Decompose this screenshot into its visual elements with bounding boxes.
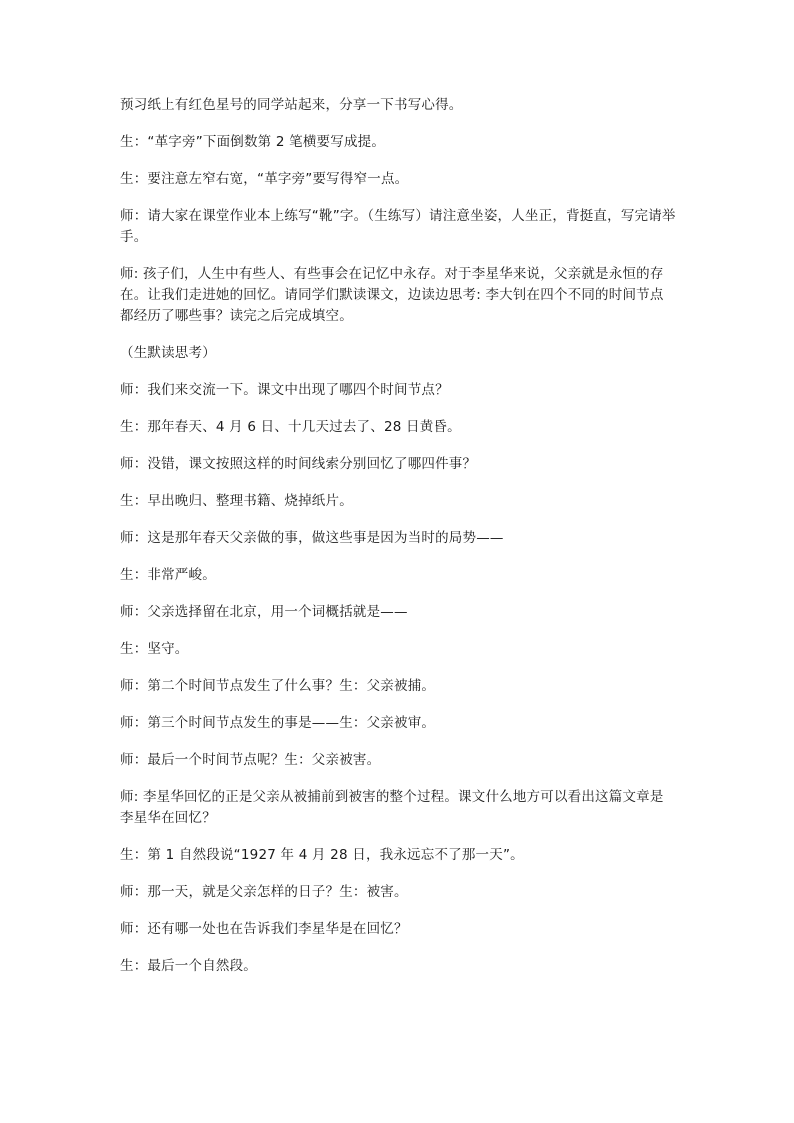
- paragraph-5: 师: 孩子们，人生中有些人、有些事会在记忆中永存。对于李星华来说，父亲就是永恒的存在。让我们走进她的回忆。请同学们默读课文，边读边思考: 李大钊在四个不同的时间节点都经历了哪些事？读完之后完成填空。: [120, 266, 664, 324]
- paragraph-1: 预习纸上有红色星号的同学站起来，分享一下书写心得。: [120, 97, 463, 113]
- paragraph-10: 生：早出晚归、整理书籍、烧掉纸片。: [120, 493, 353, 509]
- paragraph-22: 生：最后一个自然段。: [120, 958, 257, 974]
- paragraph-16: 师：第三个时间节点发生的事是——生：父亲被审。: [120, 715, 436, 731]
- paragraph-7: 师：我们来交流一下。课文中出现了哪四个时间节点？: [120, 382, 449, 398]
- paragraph-3: 生：要注意左窄右宽，“革字旁”要写得窄一点。: [120, 171, 409, 187]
- paragraph-20: 师：那一天，就是父亲怎样的日子？生：被害。: [120, 884, 408, 900]
- paragraph-12: 生：非常严峻。: [120, 567, 216, 583]
- paragraph-11: 师：这是那年春天父亲做的事，做这些事是因为当时的局势——: [120, 530, 504, 546]
- paragraph-9: 师：没错，课文按照这样的时间线索分别回忆了哪四件事？: [120, 456, 477, 472]
- paragraph-18: 师: 李星华回忆的正是父亲从被捕前到被害的整个过程。课文什么地方可以看出这篇文章是李星华在回忆？: [120, 789, 664, 826]
- paragraph-13: 师：父亲选择留在北京，用一个词概括就是——: [120, 604, 408, 620]
- paragraph-15: 师：第二个时间节点发生了什么事？生：父亲被捕。: [120, 678, 436, 694]
- paragraph-21: 师：还有哪一处也在告诉我们李星华是在回忆？: [120, 921, 408, 937]
- paragraph-19: 生：第 1 自然段说“1927 年 4 月 28 日，我永远忘不了那一天”。: [120, 847, 524, 863]
- paragraph-8: 生：那年春天、4 月 6 日、十几天过去了、28 日黄昏。: [120, 419, 461, 435]
- paragraph-4: 师：请大家在课堂作业本上练写“靴”字。（生练写）请注意坐姿，人坐正，背挺直，写完请举手。: [120, 208, 676, 245]
- paragraph-2: 生：“革字旁”下面倒数第 2 笔横要写成提。: [120, 134, 386, 150]
- paragraph-6: （生默读思考）: [120, 345, 216, 361]
- paragraph-17: 师：最后一个时间节点呢？生：父亲被害。: [120, 752, 381, 768]
- paragraph-14: 生：坚守。: [120, 641, 189, 657]
